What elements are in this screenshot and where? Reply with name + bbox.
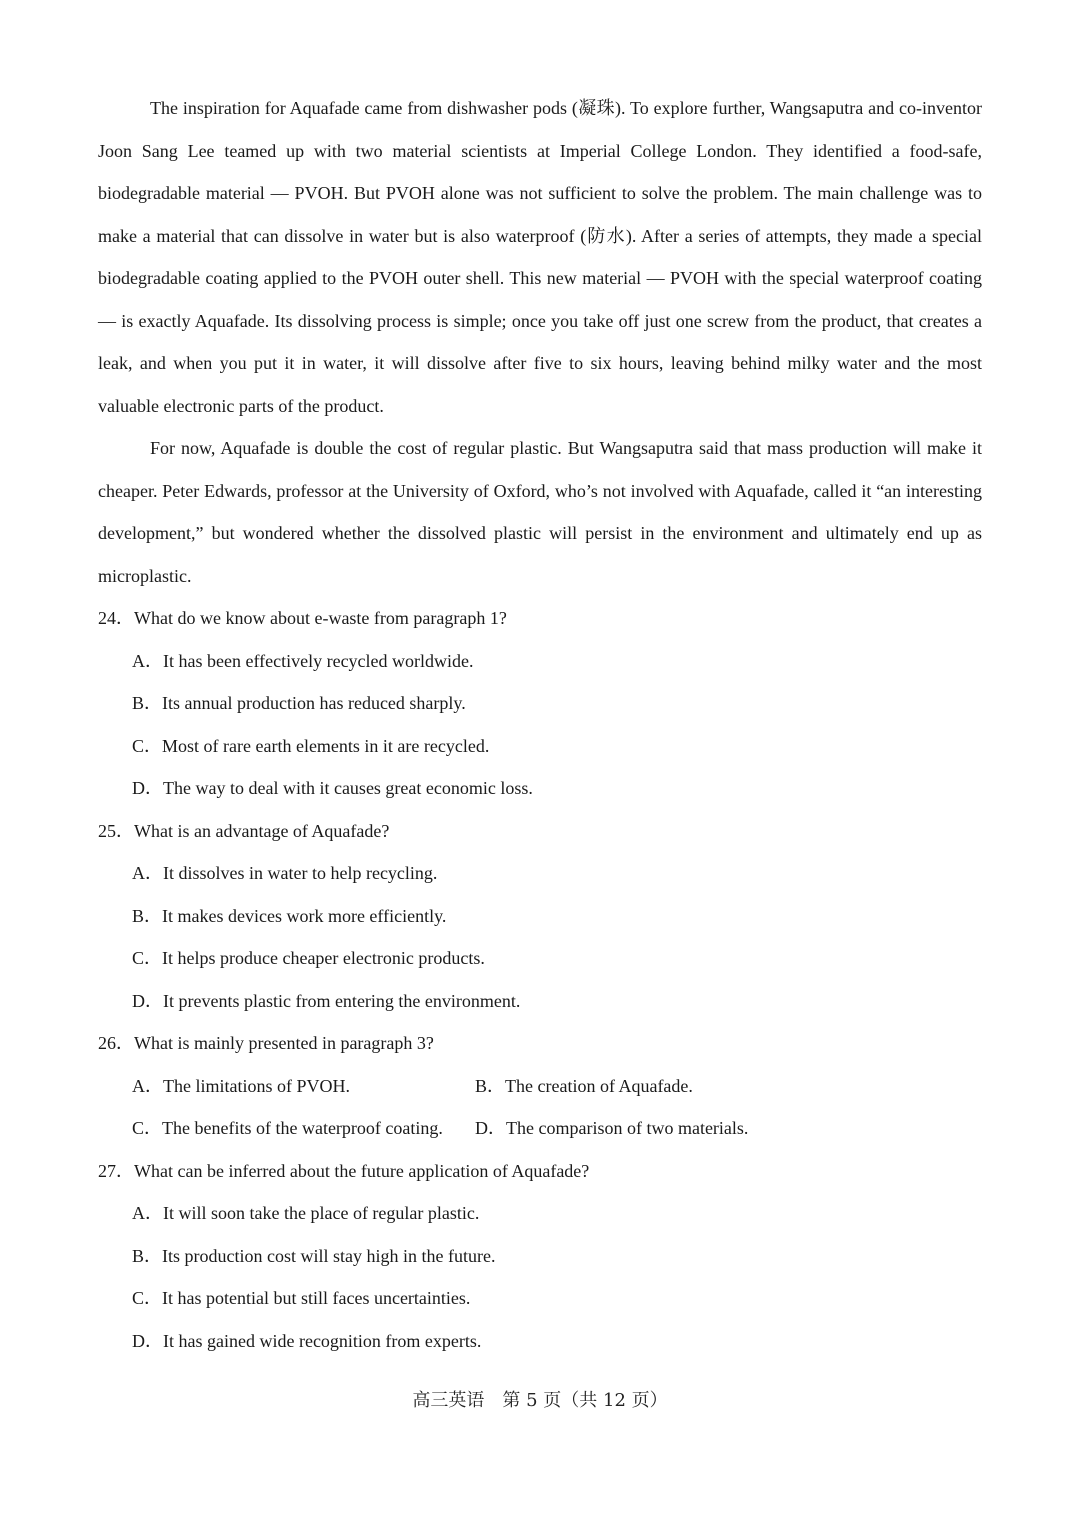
passage-paragraph: For now, Aquafade is double the cost of regular plastic. But Wangsaputra said that mass production will make it cheaper. Peter Edwards, professor at the University of Oxford, who’s not involved with Aquafade, called it “an interesting development,” but wondered whether the dissolved plastic will persist in the environment and ultimately end up as microplastic. — [98, 438, 982, 586]
option-row — [98, 1107, 982, 1150]
question-26 — [98, 1022, 982, 1150]
option-d: D．The comparison of two materials. — [475, 1118, 749, 1138]
option-d: D．It prevents plastic from entering the environment. — [132, 990, 521, 1011]
option-row — [98, 1065, 982, 1108]
question-stem: 27．What can be inferred about the future application of Aquafade? — [98, 1160, 590, 1181]
option-c: C．It has potential but still faces uncertainties. — [132, 1288, 471, 1308]
option-a: A．It will soon take the place of regular plastic. — [132, 1203, 480, 1223]
option-b: B．Its annual production has reduced sharply. — [132, 693, 466, 713]
option-c: C．The benefits of the waterproof coating. — [132, 1118, 443, 1138]
option-a: A．The limitations of PVOH. — [132, 1075, 350, 1096]
question-stem: 25．What is an advantage of Aquafade? — [98, 820, 390, 841]
exam-page — [98, 87, 982, 1362]
option-d: D．It has gained wide recognition from experts. — [132, 1330, 482, 1351]
page-footer: 高三英语 第 5 页（共 12 页） — [412, 1390, 668, 1411]
passage-paragraph: The inspiration for Aquafade came from dishwasher pods (凝珠). To explore further, Wangsaputra and co-inventor Joon Sang Lee teamed up with two material scientists at Imperial College London. They identified a food-safe, biodegradable material — PVOH. But PVOH alone was not sufficient to solve the problem. The main challenge was to make a material that can dissolve in water but is also waterproof (防水). After a series of attempts, they made a special biodegradable coating applied to the PVOH outer shell. This new material — PVOH with the special waterproof coating — is exactly Aquafade. Its dissolving process is simple; once you take off just one screw from the product, that creates a leak, and when you put it in water, it will dissolve after five to six hours, leaving behind milky water and the most valuable electronic parts of the product. — [98, 98, 982, 416]
question-stem: 24．What do we know about e-waste from paragraph 1? — [98, 608, 507, 628]
question-stem: 26．What is mainly presented in paragraph 3? — [98, 1033, 434, 1053]
question-27 — [98, 1150, 982, 1363]
option-b: B．It makes devices work more efficiently. — [132, 905, 447, 926]
question-24 — [98, 597, 982, 810]
option-a: A．It dissolves in water to help recycling. — [132, 863, 438, 883]
option-d: D．The way to deal with it causes great economic loss. — [132, 778, 533, 798]
option-b: B．The creation of Aquafade. — [475, 1075, 693, 1096]
option-a: A．It has been effectively recycled worldwide. — [132, 650, 474, 671]
option-c: C．Most of rare earth elements in it are recycled. — [132, 735, 490, 756]
question-25 — [98, 810, 982, 1023]
option-c: C．It helps produce cheaper electronic products. — [132, 948, 485, 968]
option-b: B．Its production cost will stay high in the future. — [132, 1245, 496, 1266]
